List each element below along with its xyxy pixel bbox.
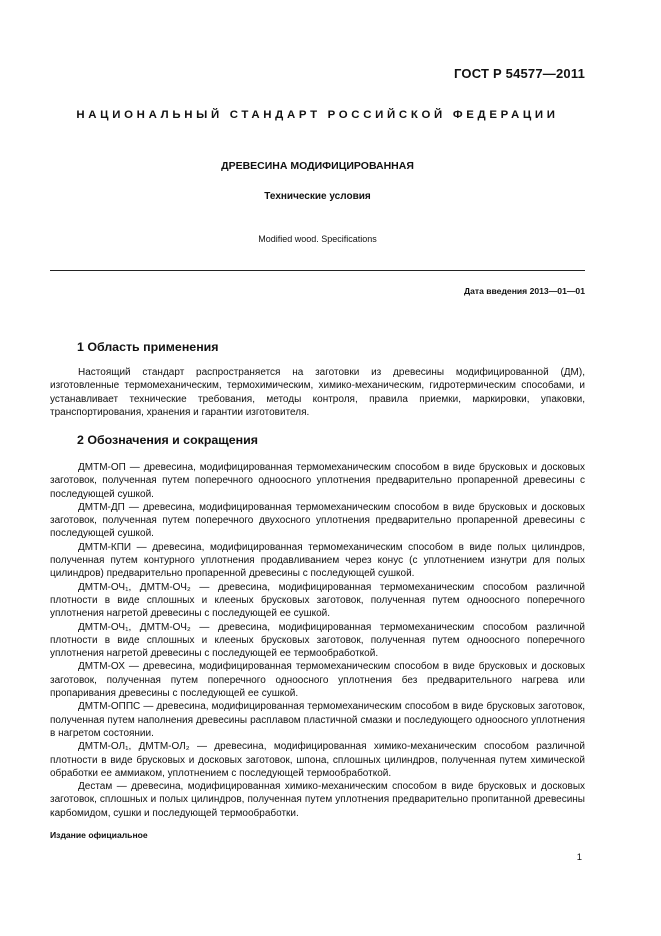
paragraph: ДМТМ-ОЧ₁, ДМТМ-ОЧ₂ — древесина, модифицированная термомеханическим способом различной плотности в виде сплошных и клееных брусковых заготовок, полученная путем одноосного поперечного уплотнения нагретой древесины с последующей ее сушкой. [50,581,585,620]
official-edition-note: Издание официальное [50,830,148,840]
document-title: ДРЕВЕСИНА МОДИФИЦИРОВАННАЯ [221,160,414,172]
english-title: Modified wood. Specifications [258,234,377,244]
section-1-body [50,366,585,419]
paragraph: ДМТМ-ОППС — древесина, модифицированная термомеханическим способом в виде брусковых заготовок, полученная путем наполнения древесины расплавом пластичной смазки и последующего одноосного уплотнения в нагретом состоянии. [50,701,585,739]
paragraph: ДМТМ-ОЧ₁, ДМТМ-ОЧ₂ — древесина, модифицированная термомеханическим способом различной плотности в виде сплошных и клееных брусковых заготовок, полученная путем одноосного поперечного уплотнения нагретой древесины с последующей ее термообработкой. [50,621,585,660]
introduction-date: Дата введения 2013—01—01 [463,286,585,296]
section-1-heading: 1 Область применения [77,340,219,354]
section-2-heading: 2 Обозначения и сокращения [77,433,258,447]
page-number: 1 [576,852,582,863]
paragraph: Дестам — древесина, модифицированная химико-механическим способом в виде брусковых и досковых заготовок, сплошных и полых цилиндров, полученная путем уплотнения предварительно пропитанной древесины карбомидом, сушки и последующей термообработки. [50,781,585,819]
paragraph: Настоящий стандарт распространяется на заготовки из древесины модифицированной (ДМ), изготовленные термомеханическим, термохимическим, химико-механическим, гидротермическим способами, и устанавливает технические требования, методы контроля, правила приемки, маркировки, упаковки, транспортирования, хранения и гарантии изготовителя. [50,367,585,418]
paragraph: ДМТМ-ДП — древесина, модифицированная термомеханическим способом в виде брусковых и досковых заготовок, полученная путем поперечного двухосного уплотнения предварительно пропаренной древесины с последующей сушкой. [50,501,585,540]
paragraph: ДМТМ-ОЛ₁, ДМТМ-ОЛ₂ — древесина, модифицированная химико-механическим способом различной плотности в виде брусковых и досковых заготовок, шпона, сплошных цилиндров, полученная путем химической обработки ее аммиаком, уплотнением с последующей термообработкой. [50,741,585,779]
national-standard-line: НАЦИОНАЛЬНЫЙ СТАНДАРТ РОССИЙСКОЙ ФЕДЕРАЦИИ [76,109,559,121]
paragraph: ДМТМ-КПИ — древесина, модифицированная термомеханическим способом в виде полых цилиндров, полученная путем контурного уплотнения продавливанием через конус (с уплотнением изнутри для полых цилиндров) предварительно пропаренной древесины с последующей сушкой. [50,541,585,580]
document-code: ГОСТ Р 54577—2011 [454,66,585,81]
document-subtitle: Технические условия [264,191,371,202]
horizontal-rule [50,270,585,271]
paragraph: ДМТМ-ОП — древесина, модифицированная термомеханическим способом в виде брусковых и досковых заготовок, полученная путем поперечного одноосного уплотнения предварительно пропаренной древесины с последующей сушкой. [50,462,585,500]
paragraph: ДМТМ-ОХ — древесина, модифицированная термомеханическим способом в виде брусковых и досковых заготовок, полученная путем поперечного одноосного уплотнения без предварительного нагрева или пропаривания древесины с последующей ее сушкой. [50,661,585,700]
section-2-body [50,461,585,820]
